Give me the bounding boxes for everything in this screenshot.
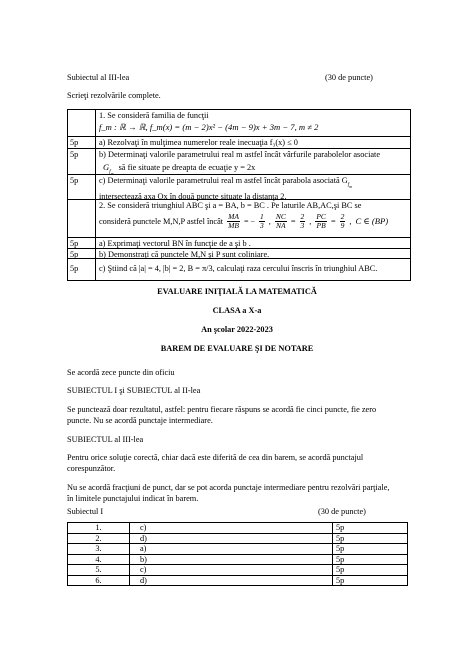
barem-p3-line1: Se punctează doar rezultatul, astfel: pentru fiecare răspuns se acordă fie cinci puncte, fie zero — [67, 405, 377, 414]
barem-title-1: EVALUARE INIŢIALĂ LA MATEMATICĂ — [157, 287, 317, 296]
ratio-pc-pb: $\frac{PC}{PB}$ — [316, 212, 326, 231]
barem-title-4: BAREM DE EVALUARE ŞI DE NOTARE — [160, 344, 314, 353]
table-row: 2. d) 5p — [68, 533, 408, 544]
subject-1-points: (30 de puncte) — [318, 507, 366, 516]
instruction-text: Scrieţi rezolvările complete. — [67, 91, 161, 100]
barem-p5-line1: Pentru orice soluţie corectă, chiar dacă este diferită de cea din barem, se acordă punctajul — [67, 453, 364, 462]
problem-1b-text: b) Determinaţi valorile parametrului real m astfel încât vârfurile parabolelor asociate — [99, 150, 381, 159]
points-cell: 5p — [68, 238, 96, 248]
points-cell: 5p — [68, 259, 96, 280]
problem-2c-given: c) Ştiind că |a| = 4, |b| = 2, B = π/3 — [99, 264, 213, 273]
problem-2c-text: , calculaţi raza cercului înscris în triunghiul ABC. — [212, 264, 378, 273]
empty-points-cell — [68, 110, 96, 136]
barem-title-3: An şcolar 2022-2023 — [201, 325, 273, 334]
table-row: 3. a) 5p — [68, 544, 408, 555]
graph-symbol: G — [103, 162, 110, 173]
barem-p6-line1: Nu se acordă fracţiuni de punct, dar se pot acorda punctaje intermediare pentru rezolvări parţiale, — [67, 483, 390, 492]
problem-1b-text-cont: să fie situate pe dreapta de ecuaţie y = 2x — [118, 163, 256, 173]
points-cell: 5p — [68, 175, 96, 199]
barem-title-2: CLASA a X-a — [212, 306, 262, 315]
points-cell: 5p — [68, 249, 96, 258]
table-row: 6. d) 5p — [68, 575, 408, 586]
problem-1c-row: 5p c) Determinaţi valorile parametrului real m astfel încât parabola asociată $G_{f_m}$ intersectează axa Ox în două puncte situate la distanţa 2. — [67, 175, 411, 200]
answers-table — [67, 522, 408, 586]
problem-2a-text: a) Exprimaţi vectorul BN în funcţie de a şi b . — [99, 239, 251, 248]
barem-p1: Se acordă zece puncte din oficiu — [67, 368, 175, 377]
problem-2b-text: b) Demonstraţi că punctele M,N şi P sunt coliniare. — [99, 250, 270, 259]
barem-p3-line2: puncte. Nu se acordă punctaje intermediare. — [67, 416, 213, 425]
problem-1-title: 1. Se consideră familia de funcţii — [99, 111, 209, 120]
ratio-nc-na: $\frac{NC}{NA}$ — [275, 212, 286, 231]
problem-1a-text: a) Rezolvaţi în mulţimea numerelor reale inecuaţia f₃(x) ≤ 0 — [99, 138, 298, 147]
subject-heading: Subiectul al III-lea — [67, 73, 130, 82]
problem-2c-row — [67, 259, 411, 281]
problem-2-row: 2. Se consideră triunghiul ABC şi a = BA, b = BC . Pe laturile AB,AC,şi BC se consideră punctele M,N,P astfel încât $\frac{MA}{MB}$ = − $\frac{1}{3}$ , $\frac{NC}{NA}$ = $\frac{2}{3}$ , $\frac{PC}{PB}$ = $\frac{2}{9}$ , C ∈ (BP) — [67, 200, 411, 238]
points-cell: 5p — [68, 149, 96, 174]
subject-points: (30 de puncte) — [325, 73, 373, 82]
problems-table — [67, 109, 411, 281]
problem-1a-row — [67, 137, 411, 149]
problem-2b-row — [67, 249, 411, 259]
subject-1-heading: Subiectul I — [67, 507, 104, 516]
c-in-bp: C ∈ (BP) — [355, 216, 389, 227]
problem-1-row — [67, 109, 411, 137]
problem-2-line2: consideră punctele M,N,P astfel încât — [99, 216, 224, 226]
problem-1c-text-cont: intersectează axa Ox în două puncte situate la distanţa 2. — [99, 191, 287, 201]
barem-p5-line2: corespunzător. — [67, 464, 116, 473]
problem-1b-row: 5p b) Determinaţi valorile parametrului real m astfel încât vârfurile parabolelor asociate $G_{f_m}$ să fie situate pe dreapta de ecuaţie y = 2x — [67, 149, 411, 175]
barem-p2: SUBIECTUL I şi SUBIECTUL al II-lea — [67, 386, 201, 395]
table-row: 4. b) 5p — [68, 554, 408, 565]
problem-1c-text: c) Determinaţi valorile parametrului real m astfel încât parabola asociată G — [99, 176, 348, 185]
table-row: 1. c) 5p — [68, 523, 408, 534]
problem-2a-row — [67, 238, 411, 249]
table-row: 5. c) 5p — [68, 565, 408, 576]
barem-p6-line2: în limitele punctajului indicat în barem. — [67, 494, 199, 503]
barem-p4: SUBIECTUL al III-lea — [67, 435, 144, 444]
points-cell: 5p — [68, 137, 96, 148]
problem-1-formula: f_m : ℝ → ℝ, f_m(x) = (m − 2)x² − (4m − 9)x + 3m − 7, m ≠ 2 — [99, 122, 319, 133]
ratio-ma-mb: $\frac{MA}{MB}$ — [228, 212, 239, 231]
problem-2-line1: 2. Se consideră triunghiul ABC şi a = BA, b = BC . Pe laturile AB,AC,şi BC se — [99, 201, 362, 210]
empty-points-cell — [68, 200, 96, 237]
